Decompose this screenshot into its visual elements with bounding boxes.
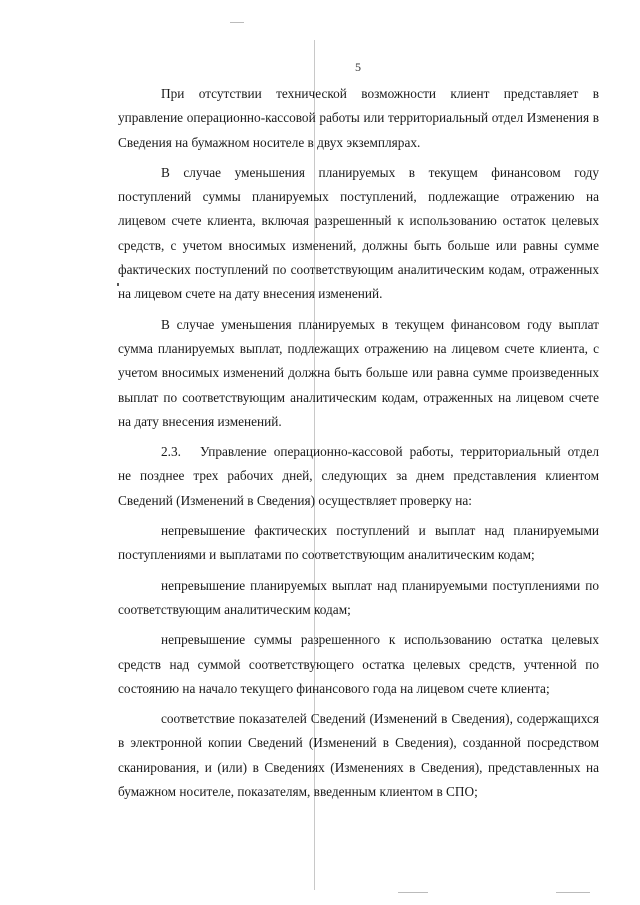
section-number: 2.3.	[161, 444, 181, 460]
check-item-receipts-payments: непревышение фактических поступлений и выплат над планируемыми поступлениями и выплатами по соответствующим аналитическим кодам;	[118, 523, 599, 563]
paragraph-technical-impossibility: При отсутствии технической возможности клиент представляет в управление операционно-кассовой работы или территориальный отдел Изменения в Сведения на бумажном носителе в двух экземплярах.	[118, 86, 599, 150]
paragraph-receipts-decrease: В случае уменьшения планируемых в текущем финансовом году поступлений суммы планируемых поступлений, подлежащие отражению на лицевом счете клиента, включая разрешенный к использованию остаток целевых средств, с учетом вносимых изменений, должны быть больше или равны сумме фактических поступлений по соответствующим аналитическим кодам, отраженных на лицевом счете на дату внесения изменений.	[118, 164, 599, 302]
check-item-planned-payments: непревышение планируемых выплат над планируемыми поступлениями по соответствующим аналитическим кодам;	[118, 577, 599, 617]
scan-mark-bottom-right	[556, 892, 590, 893]
document-body	[118, 82, 599, 810]
scan-mark-top	[230, 22, 244, 23]
section-2-3	[118, 440, 599, 513]
scan-mark-bottom-left	[398, 892, 428, 893]
page-number: 5	[355, 60, 361, 74]
paragraph-payments-decrease: В случае уменьшения планируемых в текущем финансовом году выплат сумма планируемых выплат, подлежащих отражению на лицевом счете клиента, с учетом вносимых изменений должна быть больше или равна сумме произведенных выплат по соответствующим аналитическим кодам, отраженных на лицевом счете на дату внесения изменений.	[118, 316, 599, 429]
check-item-remaining-funds: непревышение суммы разрешенного к использованию остатка целевых средств над суммой соответствующего остатка целевых средств, учтенной по состоянию на начало текущего финансового года на лицевом счете клиента;	[118, 632, 599, 696]
section-text: Управление операционно-кассовой работы, территориальный отдел не позднее трех рабочих дней, следующих за днем представления клиентом Сведений (Изменений в Сведения) осуществляет проверку на:	[118, 444, 599, 508]
check-item-compliance: соответствие показателей Сведений (Изменений в Сведения), содержащихся в электронной копии Сведений (Изменений в Сведения), созданной посредством сканирования, и (или) в Сведениях (Изменениях в Сведения), представленных на бумажном носителе, показателям, введенным клиентом в СПО;	[118, 711, 599, 800]
